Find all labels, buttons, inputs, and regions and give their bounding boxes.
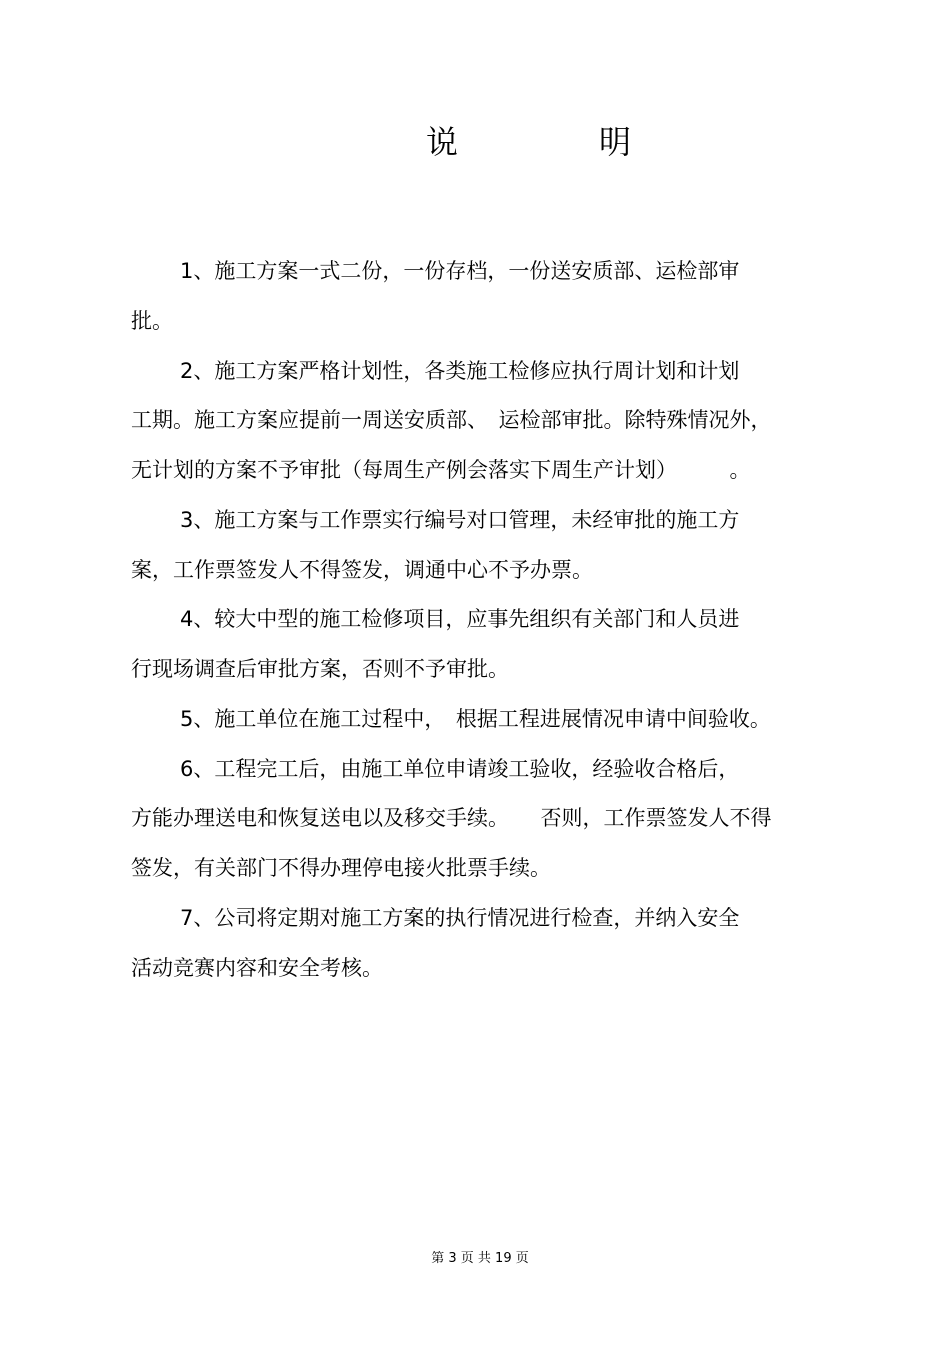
page-title-char-1: 说 xyxy=(426,123,459,161)
paragraph-1-line-1: 1、施工方案一式二份，一份存档，一份送安质部、运检部审 xyxy=(180,259,740,283)
paragraph-2-line-3: 无计划的方案不予审批（每周生产例会落实下周生产计划） 。 xyxy=(131,458,751,482)
page-title-char-2: 明 xyxy=(599,123,632,161)
page-title xyxy=(0,120,950,170)
paragraph-6-line-3: 签发，有关部门不得办理停电接火批票手续。 xyxy=(131,856,551,880)
paragraph-6-line-2: 方能办理送电和恢复送电以及移交手续。 否则，工作票签发人不得 xyxy=(131,806,772,830)
paragraph-4-line-1: 4、较大中型的施工检修项目，应事先组织有关部门和人员进 xyxy=(180,607,740,631)
paragraph-2-line-2: 工期。施工方案应提前一周送安质部、 运检部审批。除特殊情况外， xyxy=(131,408,772,432)
paragraph-4-line-2: 行现场调查后审批方案，否则不予审批。 xyxy=(131,657,509,681)
paragraph-2-line-1: 2、施工方案严格计划性，各类施工检修应执行周计划和计划 xyxy=(180,359,740,383)
paragraph-1-line-2: 批。 xyxy=(131,309,173,333)
paragraph-6-line-1: 6、工程完工后，由施工单位申请竣工验收，经验收合格后， xyxy=(180,757,740,781)
paragraph-7-line-1: 7、公司将定期对施工方案的执行情况进行检查，并纳入安全 xyxy=(180,906,740,930)
paragraph-7-line-2: 活动竞赛内容和安全考核。 xyxy=(131,956,383,980)
paragraph-3-line-2: 案，工作票签发人不得签发，调通中心不予办票。 xyxy=(131,558,593,582)
page-footer: 第 3 页 共 19 页 xyxy=(431,1251,529,1266)
paragraph-3-line-1: 3、施工方案与工作票实行编号对口管理，未经审批的施工方 xyxy=(180,508,740,532)
paragraph-5-line-1: 5、施工单位在施工过程中， 根据工程进展情况申请中间验收。 xyxy=(180,707,771,731)
